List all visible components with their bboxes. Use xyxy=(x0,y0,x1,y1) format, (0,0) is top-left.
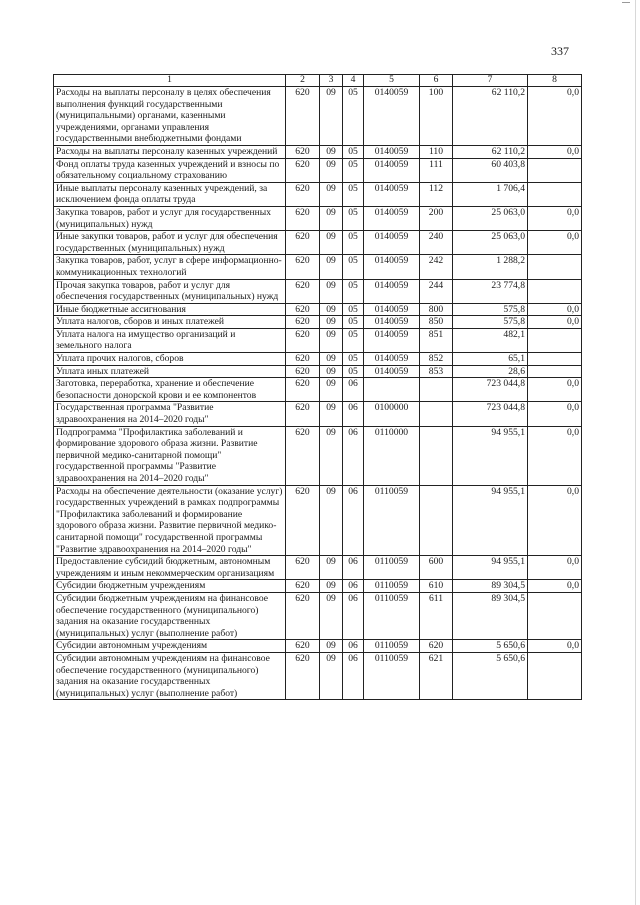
table-row xyxy=(54,556,582,580)
code-subsection: 06 xyxy=(343,378,364,402)
code-expense-type xyxy=(420,402,453,426)
code-admin: 620 xyxy=(286,485,320,556)
code-subsection: 06 xyxy=(343,426,364,485)
code-admin: 620 xyxy=(286,255,320,279)
row-name: Прочая закупка товаров, работ и услуг для обеспечения государственных (муниципальных) нужд xyxy=(54,279,286,303)
code-section: 09 xyxy=(320,231,343,255)
code-section: 09 xyxy=(320,426,343,485)
amount: 5 650,6 xyxy=(453,640,528,653)
amount: 89 304,5 xyxy=(453,580,528,593)
code-target: 0110059 xyxy=(364,652,420,699)
code-expense-type: 600 xyxy=(420,556,453,580)
code-section: 09 xyxy=(320,580,343,593)
code-section: 09 xyxy=(320,158,343,182)
header-col-3: 3 xyxy=(320,75,343,87)
code-subsection: 06 xyxy=(343,652,364,699)
header-col-4: 4 xyxy=(343,75,364,87)
row-name: Уплата налогов, сборов и иных платежей xyxy=(54,316,286,329)
code-admin: 620 xyxy=(286,328,320,352)
table-row xyxy=(54,365,582,378)
code-target: 0140059 xyxy=(364,255,420,279)
row-name: Уплата налога на имущество организаций и земельного налога xyxy=(54,328,286,352)
code-target: 0110059 xyxy=(364,640,420,653)
code-admin: 620 xyxy=(286,556,320,580)
amount-change xyxy=(528,652,582,699)
amount: 482,1 xyxy=(453,328,528,352)
page-number: 337 xyxy=(551,44,569,58)
code-expense-type: 850 xyxy=(420,316,453,329)
table-row xyxy=(54,485,582,556)
code-expense-type: 620 xyxy=(420,640,453,653)
code-target: 0110059 xyxy=(364,485,420,556)
amount-change: 0,0 xyxy=(528,303,582,316)
amount: 575,8 xyxy=(453,316,528,329)
row-name: Уплата прочих налогов, сборов xyxy=(54,353,286,366)
code-admin: 620 xyxy=(286,316,320,329)
row-name: Субсидии бюджетным учреждениям xyxy=(54,580,286,593)
code-subsection: 05 xyxy=(343,182,364,206)
amount-change: 0,0 xyxy=(528,640,582,653)
code-target: 0140059 xyxy=(364,279,420,303)
amount: 25 063,0 xyxy=(453,206,528,230)
row-name: Расходы на выплаты персоналу казенных учреждений xyxy=(54,145,286,158)
code-expense-type xyxy=(420,426,453,485)
code-section: 09 xyxy=(320,652,343,699)
code-section: 09 xyxy=(320,255,343,279)
code-admin: 620 xyxy=(286,353,320,366)
header-col-6: 6 xyxy=(420,75,453,87)
code-target: 0110059 xyxy=(364,580,420,593)
row-name: Закупка товаров, работ, услуг в сфере информационно-коммуникационных технологий xyxy=(54,255,286,279)
code-subsection: 06 xyxy=(343,640,364,653)
code-target: 0110000 xyxy=(364,426,420,485)
code-target: 0140059 xyxy=(364,87,420,146)
table-row xyxy=(54,182,582,206)
scan-corner-mark xyxy=(622,2,630,3)
code-admin: 620 xyxy=(286,580,320,593)
code-section: 09 xyxy=(320,556,343,580)
code-admin: 620 xyxy=(286,182,320,206)
amount-change xyxy=(528,279,582,303)
code-subsection: 05 xyxy=(343,255,364,279)
amount-change: 0,0 xyxy=(528,485,582,556)
code-section: 09 xyxy=(320,378,343,402)
code-section: 09 xyxy=(320,592,343,639)
code-expense-type: 853 xyxy=(420,365,453,378)
code-expense-type: 200 xyxy=(420,206,453,230)
table-row xyxy=(54,206,582,230)
code-subsection: 05 xyxy=(343,365,364,378)
code-subsection: 06 xyxy=(343,402,364,426)
code-expense-type: 852 xyxy=(420,353,453,366)
amount: 5 650,6 xyxy=(453,652,528,699)
amount: 1 706,4 xyxy=(453,182,528,206)
code-admin: 620 xyxy=(286,378,320,402)
amount: 62 110,2 xyxy=(453,145,528,158)
row-name: Расходы на выплаты персоналу в целях обеспечения выполнения функций государственными (муниципальными) органами, казенными учреждениями, органами управления государственными внебюджетными фондами xyxy=(54,87,286,146)
row-name: Расходы на обеспечение деятельности (оказание услуг) государственных учреждений в рамках подпрограммы "Профилактика заболеваний и формирование здорового образа жизни. Развитие первичной медико-санитарной помощи" государственной программы "Развитие здравоохранения на 2014–2020 годы" xyxy=(54,485,286,556)
amount: 575,8 xyxy=(453,303,528,316)
code-subsection: 05 xyxy=(343,206,364,230)
code-section: 09 xyxy=(320,316,343,329)
code-admin: 620 xyxy=(286,206,320,230)
header-col-5: 5 xyxy=(364,75,420,87)
amount: 94 955,1 xyxy=(453,426,528,485)
code-target: 0140059 xyxy=(364,303,420,316)
table-row xyxy=(54,231,582,255)
row-name: Субсидии бюджетным учреждениям на финансовое обеспечение государственного (муниципального) задания на оказание государственных (муниципальных) услуг (выполнение работ) xyxy=(54,592,286,639)
code-admin: 620 xyxy=(286,231,320,255)
row-name: Предоставление субсидий бюджетным, автономным учреждениям и иным некоммерческим организациям xyxy=(54,556,286,580)
code-admin: 620 xyxy=(286,365,320,378)
code-target: 0140059 xyxy=(364,353,420,366)
table-row xyxy=(54,580,582,593)
table-row xyxy=(54,353,582,366)
code-admin: 620 xyxy=(286,640,320,653)
amount-change xyxy=(528,365,582,378)
table-row xyxy=(54,87,582,146)
code-expense-type: 110 xyxy=(420,145,453,158)
amount: 723 044,8 xyxy=(453,402,528,426)
row-name: Фонд оплаты труда казенных учреждений и взносы по обязательному социальному страхованию xyxy=(54,158,286,182)
amount: 94 955,1 xyxy=(453,485,528,556)
amount-change: 0,0 xyxy=(528,556,582,580)
amount: 60 403,8 xyxy=(453,158,528,182)
amount: 65,1 xyxy=(453,353,528,366)
code-expense-type: 111 xyxy=(420,158,453,182)
code-section: 09 xyxy=(320,279,343,303)
code-target: 0140059 xyxy=(364,182,420,206)
row-name: Субсидии автономным учреждениям xyxy=(54,640,286,653)
code-target: 0110059 xyxy=(364,556,420,580)
code-target: 0140059 xyxy=(364,231,420,255)
code-expense-type xyxy=(420,485,453,556)
table-row xyxy=(54,145,582,158)
amount-change: 0,0 xyxy=(528,426,582,485)
code-section: 09 xyxy=(320,328,343,352)
code-subsection: 05 xyxy=(343,316,364,329)
row-name: Иные бюджетные ассигнования xyxy=(54,303,286,316)
code-target: 0140059 xyxy=(364,145,420,158)
table-row xyxy=(54,279,582,303)
header-col-2: 2 xyxy=(286,75,320,87)
table-row xyxy=(54,158,582,182)
code-section: 09 xyxy=(320,145,343,158)
code-admin: 620 xyxy=(286,145,320,158)
code-target: 0140059 xyxy=(364,206,420,230)
table-row xyxy=(54,592,582,639)
header-col-8: 8 xyxy=(528,75,582,87)
code-subsection: 05 xyxy=(343,158,364,182)
code-expense-type: 100 xyxy=(420,87,453,146)
amount-change: 0,0 xyxy=(528,231,582,255)
code-expense-type: 800 xyxy=(420,303,453,316)
table-row xyxy=(54,303,582,316)
code-expense-type: 112 xyxy=(420,182,453,206)
row-name: Уплата иных платежей xyxy=(54,365,286,378)
row-name: Подпрограмма "Профилактика заболеваний и формирование здорового образа жизни. Развитие первичной медико-санитарной помощи" государственной программы "Развитие здравоохранения на 2014–2020 годы" xyxy=(54,426,286,485)
table-row xyxy=(54,255,582,279)
code-admin: 620 xyxy=(286,402,320,426)
code-expense-type: 610 xyxy=(420,580,453,593)
code-subsection: 06 xyxy=(343,592,364,639)
table-row xyxy=(54,640,582,653)
budget-table xyxy=(53,74,582,700)
row-name: Государственная программа "Развитие здравоохранения на 2014–2020 годы" xyxy=(54,402,286,426)
amount-change xyxy=(528,255,582,279)
amount-change xyxy=(528,158,582,182)
amount: 723 044,8 xyxy=(453,378,528,402)
code-target xyxy=(364,378,420,402)
table-row xyxy=(54,402,582,426)
code-section: 09 xyxy=(320,365,343,378)
amount-change xyxy=(528,353,582,366)
code-expense-type: 851 xyxy=(420,328,453,352)
code-subsection: 05 xyxy=(343,353,364,366)
code-section: 09 xyxy=(320,87,343,146)
header-col-7: 7 xyxy=(453,75,528,87)
code-subsection: 05 xyxy=(343,303,364,316)
amount-change: 0,0 xyxy=(528,580,582,593)
code-target: 0110059 xyxy=(364,592,420,639)
code-section: 09 xyxy=(320,485,343,556)
code-subsection: 06 xyxy=(343,556,364,580)
table-row xyxy=(54,652,582,699)
code-admin: 620 xyxy=(286,158,320,182)
amount: 25 063,0 xyxy=(453,231,528,255)
code-admin: 620 xyxy=(286,652,320,699)
row-name: Закупка товаров, работ и услуг для государственных (муниципальных) нужд xyxy=(54,206,286,230)
code-subsection: 05 xyxy=(343,87,364,146)
amount-change: 0,0 xyxy=(528,402,582,426)
code-target: 0140059 xyxy=(364,316,420,329)
amount-change: 0,0 xyxy=(528,87,582,146)
code-subsection: 06 xyxy=(343,485,364,556)
table-row xyxy=(54,316,582,329)
table-row xyxy=(54,378,582,402)
code-target: 0140059 xyxy=(364,158,420,182)
scan-edge-line xyxy=(635,0,636,905)
row-name: Иные закупки товаров, работ и услуг для обеспечения государственных (муниципальных) нужд xyxy=(54,231,286,255)
amount-change xyxy=(528,592,582,639)
amount-change: 0,0 xyxy=(528,316,582,329)
amount: 89 304,5 xyxy=(453,592,528,639)
code-target: 0140059 xyxy=(364,328,420,352)
code-section: 09 xyxy=(320,206,343,230)
table-row xyxy=(54,328,582,352)
amount: 28,6 xyxy=(453,365,528,378)
code-section: 09 xyxy=(320,353,343,366)
code-subsection: 05 xyxy=(343,231,364,255)
table-row xyxy=(54,426,582,485)
row-name: Субсидии автономным учреждениям на финансовое обеспечение государственного (муниципального) задания на оказание государственных (муниципальных) услуг (выполнение работ) xyxy=(54,652,286,699)
amount: 23 774,8 xyxy=(453,279,528,303)
code-expense-type: 242 xyxy=(420,255,453,279)
amount: 1 288,2 xyxy=(453,255,528,279)
amount-change: 0,0 xyxy=(528,206,582,230)
code-subsection: 06 xyxy=(343,580,364,593)
amount: 62 110,2 xyxy=(453,87,528,146)
code-expense-type: 621 xyxy=(420,652,453,699)
code-admin: 620 xyxy=(286,592,320,639)
code-section: 09 xyxy=(320,640,343,653)
table-header-row xyxy=(54,75,582,87)
code-expense-type: 611 xyxy=(420,592,453,639)
code-admin: 620 xyxy=(286,279,320,303)
header-col-1: 1 xyxy=(54,75,286,87)
code-subsection: 05 xyxy=(343,328,364,352)
code-admin: 620 xyxy=(286,426,320,485)
row-name: Иные выплаты персоналу казенных учреждений, за исключением фонда оплаты труда xyxy=(54,182,286,206)
code-admin: 620 xyxy=(286,87,320,146)
code-section: 09 xyxy=(320,182,343,206)
code-expense-type xyxy=(420,378,453,402)
row-name: Заготовка, переработка, хранение и обеспечение безопасности донорской крови и ее компонентов xyxy=(54,378,286,402)
amount: 94 955,1 xyxy=(453,556,528,580)
code-admin: 620 xyxy=(286,303,320,316)
amount-change: 0,0 xyxy=(528,145,582,158)
code-subsection: 05 xyxy=(343,145,364,158)
code-expense-type: 240 xyxy=(420,231,453,255)
code-expense-type: 244 xyxy=(420,279,453,303)
code-subsection: 05 xyxy=(343,279,364,303)
code-target: 0140059 xyxy=(364,365,420,378)
amount-change: 0,0 xyxy=(528,378,582,402)
amount-change xyxy=(528,328,582,352)
code-section: 09 xyxy=(320,402,343,426)
code-target: 0100000 xyxy=(364,402,420,426)
amount-change xyxy=(528,182,582,206)
code-section: 09 xyxy=(320,303,343,316)
